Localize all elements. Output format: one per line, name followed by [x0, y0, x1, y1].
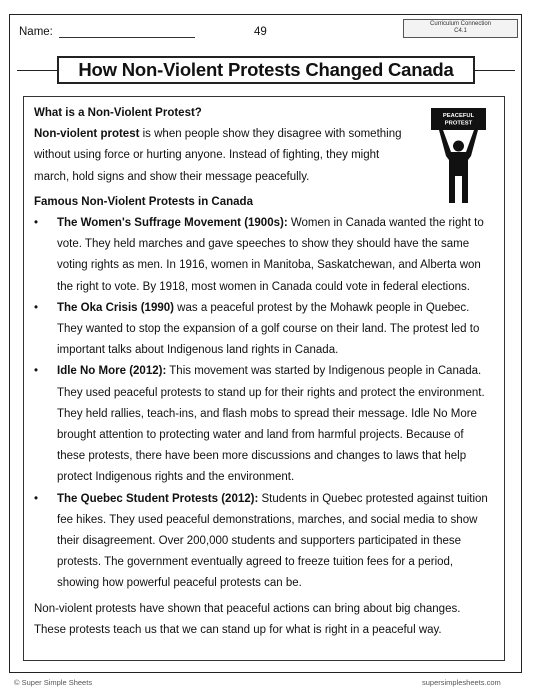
curriculum-code: C4.1 [454, 28, 467, 34]
sign-text-line-1: PEACEFUL [442, 113, 475, 119]
bullet-marker: • [34, 301, 39, 314]
content-body [34, 103, 494, 641]
list-item [34, 361, 494, 488]
intro-term: Non-violent protest [34, 128, 140, 141]
list-item-text: This movement was started by Indigenous people in Canada. They used peaceful protests to stand up for their rights and protect the environment. They held rallies, teach-ins, and flash mobs to spread their message. Idle No More brought attention to protecting water and land from harmful projects. Because of these protests, there have been more discussions and changes to laws that help protect Indigenous rights and the environment. [57, 365, 485, 484]
closing-paragraph: Non-violent protests have shown that peaceful actions can bring about big changes. These protests teach us that we can stand up for what is right in a peaceful way. [34, 602, 461, 636]
list-item-title: Idle No More (2012): [57, 365, 167, 378]
list-item-title: The Oka Crisis (1990) [57, 301, 174, 314]
footer-website-link[interactable]: supersimplesheets.com [422, 678, 501, 687]
intro-paragraph [34, 124, 412, 188]
list-item-text: Women in Canada wanted the right to vote. They held marches and gave speeches to show they should have the same voting rights as men. In 1916, women in Manitoba, Saskatchewan, and Alberta won the right to vote. By 1918, most women in Canada could vote in federal elections. [57, 217, 484, 293]
bullet-marker: • [34, 217, 39, 230]
name-line[interactable] [59, 27, 195, 38]
intro-heading: What is a Non-Violent Protest? [34, 107, 202, 119]
protest-list [34, 213, 494, 595]
sign-text-line-2: PROTEST [444, 120, 473, 127]
list-item-text: was a peaceful protest by the Mohawk people in Quebec. They wanted to stop the expansion of a golf course on their land. The protest led to important talks about Indigenous land rights in Canada. [57, 301, 480, 357]
list-item [34, 213, 494, 298]
bullet-marker: • [34, 365, 39, 378]
intro-text: is when people show they disagree with something without using force or hurting anyone. Instead of fighting, they might march, hold signs and show their message peacefully. [34, 128, 402, 183]
name-field [19, 26, 195, 38]
name-label: Name: [19, 26, 53, 38]
list-item-title: The Women's Suffrage Movement (1900s): [57, 217, 288, 230]
footer-copyright: © Super Simple Sheets [14, 678, 93, 687]
bullet-marker: • [34, 492, 39, 505]
list-item-title: The Quebec Student Protests (2012): [57, 492, 259, 505]
page-number: 49 [254, 26, 267, 38]
famous-heading: Famous Non-Violent Protests in Canada [34, 195, 253, 208]
curriculum-connection-box [403, 19, 518, 38]
curriculum-title: Curriculum Connection [429, 21, 492, 27]
page-title: How Non-Violent Protests Changed Canada [57, 56, 475, 84]
list-item-text: Students in Quebec protested against tuition fee hikes. They used peaceful demonstrations, marches, and social media to show their disagreement. Over 200,000 students and supporters participated in these protests. The government eventually agreed to freeze tuition fees for a period, showing how powerful peaceful protests can be. [57, 492, 488, 590]
list-item [34, 489, 494, 595]
list-item [34, 298, 494, 362]
